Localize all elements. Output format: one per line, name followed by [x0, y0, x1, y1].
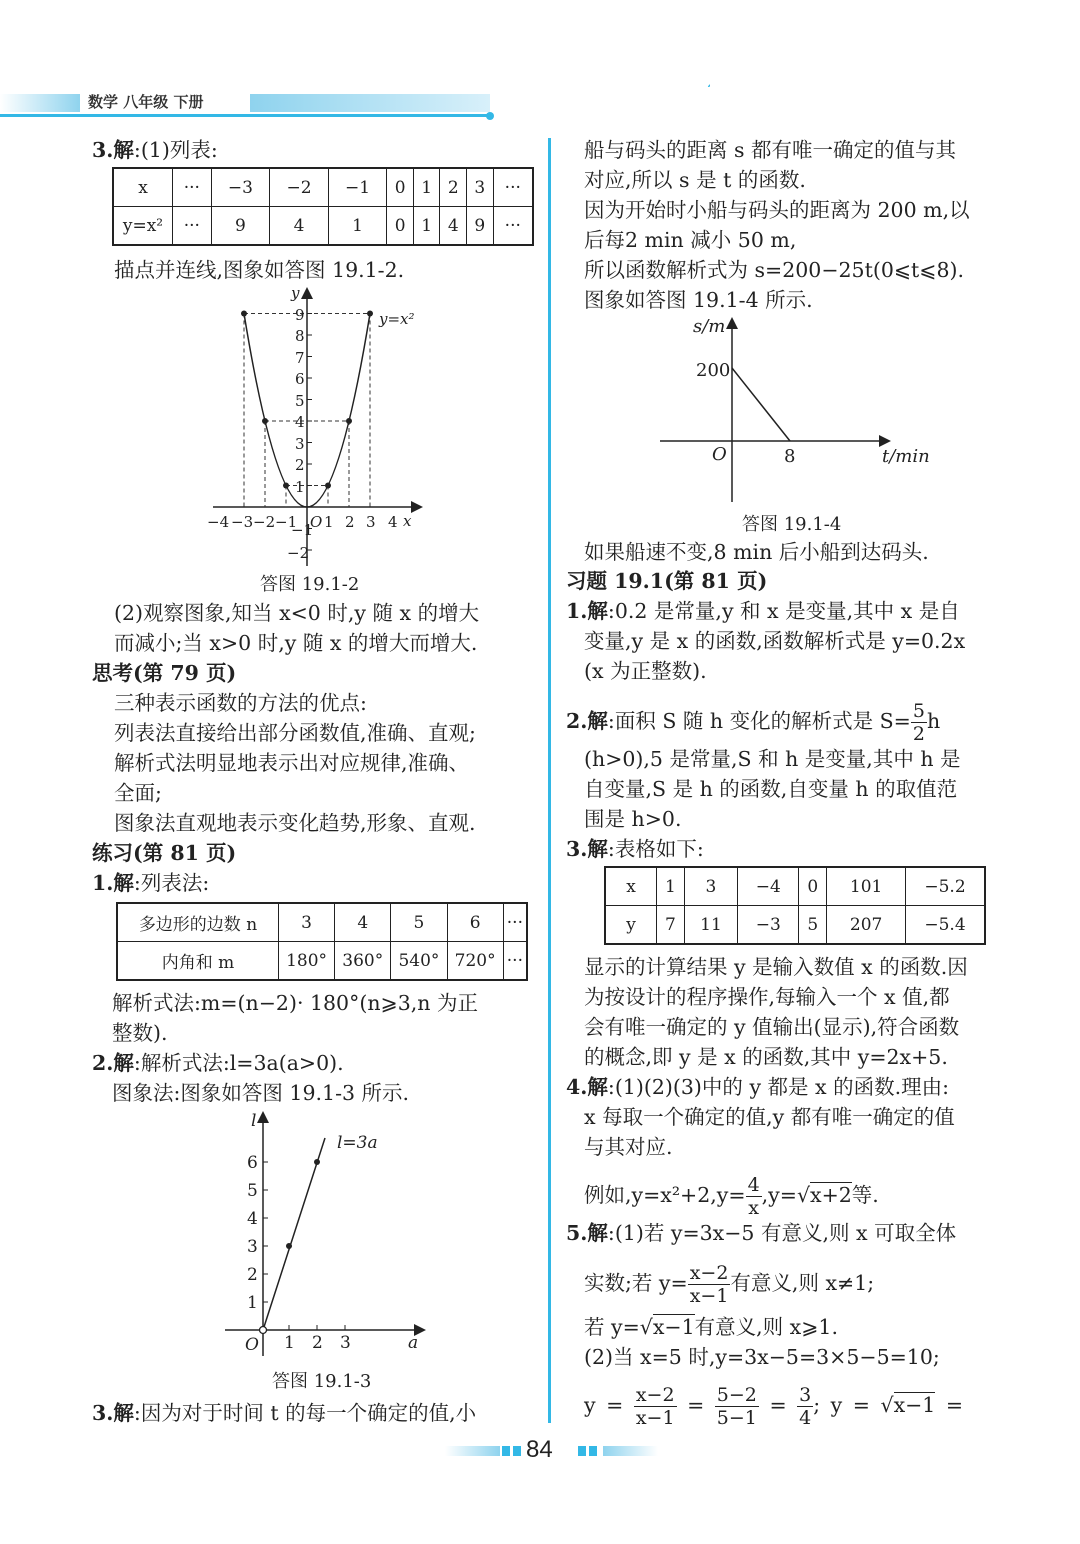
fraction: $\frac{x-2}{x-1}$ [635, 1384, 675, 1429]
table-cell: 5 [391, 903, 447, 942]
figure-caption: 答图 19.1-2 [260, 574, 360, 595]
data-point [314, 1159, 320, 1165]
table-cell: 0 [387, 168, 414, 207]
header-underline [0, 114, 490, 117]
table-cell: 1 [657, 867, 685, 906]
e5-line5: y = $\frac{x-2}{x-1}$ = $\frac{5-2}{5-1}$ = $\frac{3}{4}$ ; y = √x−1 = [584, 1384, 964, 1429]
sqrt: √x−1 [880, 1393, 936, 1417]
table-cell: 1 [413, 168, 440, 207]
figure-linear [225, 1108, 435, 1363]
text-line: 与其对应. [584, 1135, 673, 1159]
table-cell: 4 [270, 207, 329, 246]
table-cell: 3 [279, 903, 335, 942]
y-axis-label: l [251, 1111, 257, 1131]
header-band-left [0, 94, 80, 112]
e3-line: 3.解:表格如下: [566, 837, 704, 861]
q3-line: 3.解:(1)列表: [92, 138, 218, 162]
fraction: $\frac{x-2}{x-1}$ [689, 1262, 729, 1307]
y-tick: 3 [247, 1237, 258, 1257]
text-line: 图象如答图 19.1-4 所示. [584, 288, 813, 312]
e5-line3: 若 y=√x−1有意义,则 x⩾1. [584, 1315, 838, 1339]
table-cell: 180° [279, 942, 335, 981]
table-cell: 0 [799, 867, 827, 906]
e4-examples: 例如,y=x²+2,y= $\frac{4}{x}$ ,y=√x+2等. [584, 1174, 879, 1219]
y-tick: 4 [295, 413, 305, 431]
table-cell: ··· [173, 207, 212, 246]
e4-line: 4.解:(1)(2)(3)中的 y 都是 x 的函数.理由: [566, 1075, 950, 1099]
y-tick: 8 [295, 327, 305, 345]
text-line: 全面; [114, 781, 162, 805]
x-tick: −2 [253, 513, 276, 531]
text-line: 会有唯一确定的 y 值输出(显示),符合函数 [584, 1015, 960, 1039]
y-tick: 5 [247, 1181, 258, 1201]
text-line: 图象法:图象如答图 19.1-3 所示. [112, 1081, 410, 1105]
table-cell: 540° [391, 942, 447, 981]
header-band-right [250, 94, 490, 112]
table-cell: 7 [657, 906, 685, 945]
table-cell: ··· [173, 168, 212, 207]
table-cell: −2 [270, 168, 329, 207]
e1-line: 1.解:0.2 是常量,y 和 x 是变量,其中 x 是自 [566, 599, 960, 623]
x-tick: −1 [275, 513, 298, 531]
table-cell: ··· [503, 903, 527, 942]
section-title: 习题 19.1(第 81 页) [566, 569, 768, 593]
table-cell: 6 [447, 903, 503, 942]
table-cell: ··· [493, 168, 533, 207]
text-line: 解析式法明显地表示出对应规律,准确、 [114, 751, 470, 775]
y-tick: 6 [295, 370, 305, 388]
figure-distance-time [660, 312, 935, 512]
x-tick: 4 [388, 513, 398, 531]
data-point [286, 1243, 292, 1249]
e5-line2: 实数;若 y= $\frac{x-2}{x-1}$ 有意义,则 x≠1; [584, 1262, 875, 1307]
p3-line: 3.解:因为对于时间 t 的每一个确定的值,小 [92, 1401, 477, 1425]
text-line: 解析式法:m=(n−2)· 180°(n⩾3,n 为正 [112, 991, 479, 1015]
text-line: 因为开始时小船与码头的距离为 200 m,以 [584, 198, 970, 222]
text-line: (2)当 x=5 时,y=3x−5=3×5−5=10; [584, 1345, 940, 1369]
figure-caption: 答图 19.1-4 [742, 514, 842, 535]
footer-squares-right [578, 1446, 600, 1456]
x-tick: 1 [324, 513, 334, 531]
table-cell: 360° [335, 942, 391, 981]
fraction: $\frac{5-2}{5-1}$ [716, 1384, 757, 1429]
x-axis-label: t/min [882, 446, 930, 467]
table-cell: 720° [447, 942, 503, 981]
table-cell: −5.2 [906, 867, 986, 906]
x-tick: 3 [366, 513, 376, 531]
table-cell: 0 [387, 207, 414, 246]
y-tick: 7 [295, 349, 305, 367]
p1-line: 1.解:列表法: [92, 871, 210, 895]
table-cell: 11 [684, 906, 737, 945]
y-tick: 4 [247, 1209, 258, 1229]
table-cell: −5.4 [906, 906, 986, 945]
table-cell: 2 [440, 168, 467, 207]
footer-band-left [445, 1446, 500, 1456]
fraction: $\frac{4}{x}$ [747, 1174, 760, 1219]
table-cell: 5 [799, 906, 827, 945]
text-line: 整数). [112, 1021, 168, 1045]
footer-band-right [603, 1446, 658, 1456]
table-cell: 9 [211, 207, 270, 246]
x-axis-label: x [403, 512, 412, 530]
text-line: 变量,y 是 x 的函数,函数解析式是 y=0.2x [584, 629, 966, 653]
y-tick: 2 [295, 456, 305, 474]
table-cell: 101 [827, 867, 906, 906]
y-tick: 200 [696, 360, 731, 381]
origin-label: O [310, 513, 323, 531]
x-tick: 2 [312, 1333, 323, 1353]
line-label: l=3a [337, 1133, 378, 1153]
header-dot [484, 110, 496, 122]
sqrt: √x−1 [639, 1315, 695, 1339]
text-line: 而减小;当 x>0 时,y 随 x 的增大而增大. [114, 631, 478, 655]
table-row [605, 906, 985, 945]
text-line: 所以函数解析式为 s=200−25t(0⩽t⩽8). [584, 258, 965, 282]
table-cell: 1 [328, 207, 387, 246]
table-cell: ··· [503, 942, 527, 981]
table-cell: 4 [440, 207, 467, 246]
header-title: 数学 八年级 下册 [88, 93, 204, 111]
y-axis-label: s/m [693, 316, 726, 337]
e2-line: 2.解:面积 S 随 h 变化的解析式是 S= $\frac{5}{2}$ h [566, 700, 941, 745]
text-line: 列表法直接给出部分函数值,准确、直观; [114, 721, 476, 745]
text-line: 对应,所以 s 是 t 的函数. [584, 168, 806, 192]
text-line: 图象法直观地表示变化趋势,形象、直观. [114, 811, 476, 835]
y-tick: 1 [247, 1293, 258, 1313]
y-tick: 6 [247, 1153, 258, 1173]
fraction: $\frac{3}{4}$ [799, 1384, 812, 1429]
x-tick: −3 [231, 513, 254, 531]
table-cell: −1 [328, 168, 387, 207]
section-title: 思考(第 79 页) [92, 661, 237, 685]
e5-line: 5.解:(1)若 y=3x−5 有意义,则 x 可取全体 [566, 1221, 957, 1245]
x-tick: 1 [284, 1333, 295, 1353]
curve-label: y=x² [379, 310, 415, 328]
line-s-200-25t [732, 368, 790, 441]
fraction: $\frac{5}{2}$ [912, 700, 925, 745]
y-axis-label: y [291, 284, 300, 302]
table-cell: −3 [211, 168, 270, 207]
text-line: (h>0),5 是常量,S 和 h 是变量,其中 h 是 [584, 747, 961, 771]
y-tick: 9 [295, 306, 305, 324]
text-line: 三种表示函数的方法的优点: [114, 691, 367, 715]
table-cell: 3 [684, 867, 737, 906]
text-line: 的概念,即 y 是 x 的函数,其中 y=2x+5. [584, 1045, 948, 1069]
p2-line: 2.解:解析式法:l=3a(a>0). [92, 1051, 344, 1075]
table-row [117, 942, 527, 981]
table-cell: −3 [738, 906, 799, 945]
origin-label: O [712, 444, 727, 465]
y-tick: 1 [295, 478, 305, 496]
q3-plot-text: 描点并连线,图象如答图 19.1-2. [114, 258, 405, 282]
header-rule [0, 83, 710, 87]
text-line: 显示的计算结果 y 是输入数值 x 的函数.因 [584, 955, 968, 979]
section-title: 练习(第 81 页) [92, 841, 237, 865]
sqrt: √x+2 [796, 1183, 852, 1207]
figure-parabola [195, 284, 435, 569]
text-line: 如果船速不变,8 min 后小船到达码头. [584, 540, 929, 564]
table-cell: 3 [467, 168, 494, 207]
table-cell: ··· [493, 207, 533, 246]
table-cell: x [113, 168, 173, 207]
y-tick: 3 [295, 435, 305, 453]
open-origin-point [260, 1327, 267, 1334]
table-cell: y=x² [113, 207, 173, 246]
table-row [605, 867, 985, 906]
x-axis-label: a [408, 1333, 419, 1353]
table-cell: 9 [467, 207, 494, 246]
table-cell: y [605, 906, 657, 945]
text-line: (x 为正整数). [584, 659, 707, 683]
text-line: 后每2 min 减小 50 m, [584, 228, 797, 252]
footer-squares-left [502, 1446, 524, 1456]
page-number: 84 [526, 1436, 553, 1463]
text-line: x 每取一个确定的值,y 都有唯一确定的值 [584, 1105, 955, 1129]
figure-caption: 答图 19.1-3 [272, 1371, 372, 1392]
text-line: 船与码头的距离 s 都有唯一确定的值与其 [584, 138, 957, 162]
x-tick: −4 [207, 513, 230, 531]
table-square-values [112, 167, 534, 246]
table-polygon [116, 902, 528, 981]
x-tick: 2 [345, 513, 355, 531]
table-row [113, 168, 533, 207]
text-line: 围是 h>0. [584, 807, 682, 831]
table-cell: 4 [335, 903, 391, 942]
text-line: (2)观察图象,知当 x<0 时,y 随 x 的增大 [114, 601, 480, 625]
y-tick: 2 [247, 1265, 258, 1285]
table-cell: 多边形的边数 n [117, 903, 279, 942]
y-tick: 5 [295, 392, 305, 410]
x-tick: 8 [784, 446, 796, 467]
table-row [117, 903, 527, 942]
x-tick: 3 [340, 1333, 351, 1353]
line-l-3a [263, 1138, 325, 1330]
y-tick: −1 [291, 521, 314, 539]
table-cell: 内角和 m [117, 942, 279, 981]
table-row [113, 207, 533, 246]
text-line: 自变量,S 是 h 的函数,自变量 h 的取值范 [584, 777, 958, 801]
table-cell: x [605, 867, 657, 906]
column-divider [548, 138, 551, 1423]
table-cell: −4 [738, 867, 799, 906]
table-cell: 207 [827, 906, 906, 945]
origin-label: O [245, 1335, 259, 1355]
table-cell: 1 [413, 207, 440, 246]
y-tick: −2 [287, 544, 310, 562]
text-line: 为按设计的程序操作,每输入一个 x 值,都 [584, 985, 950, 1009]
table-io [604, 866, 986, 945]
